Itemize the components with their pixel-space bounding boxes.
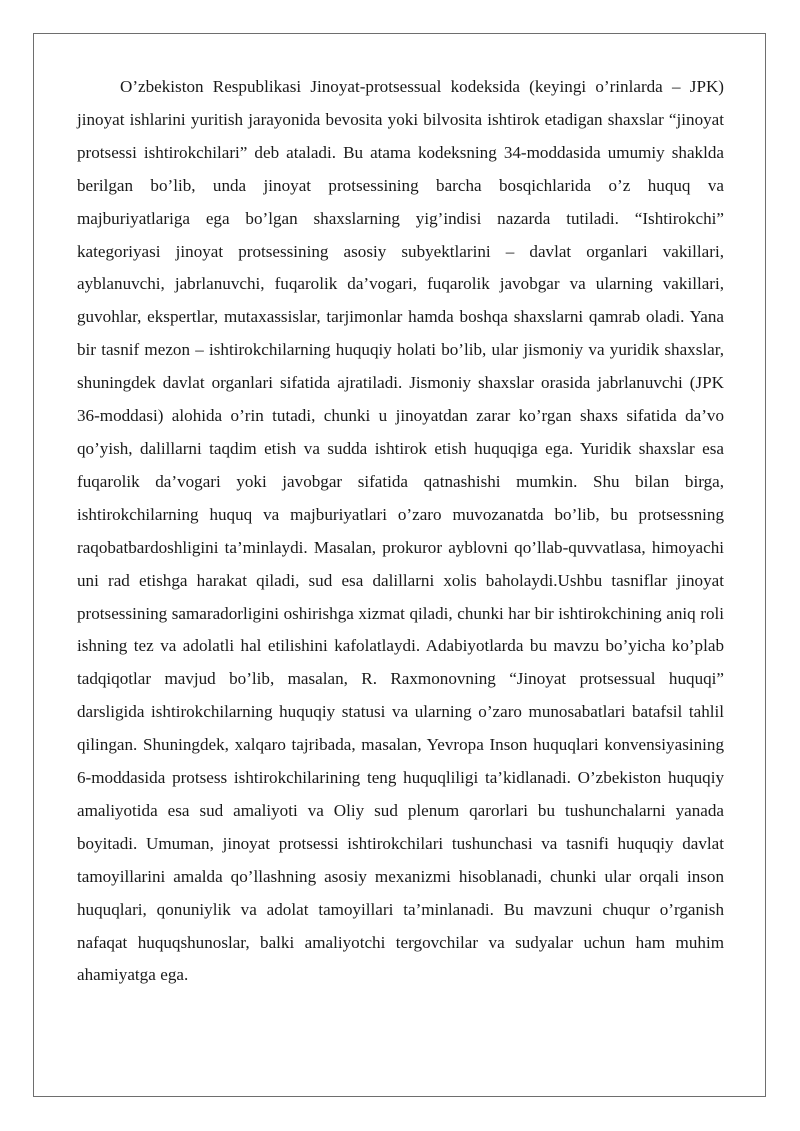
body-paragraph: O’zbekiston Respublikasi Jinoyat-protsessual kodeksida (keyingi o’rinlarda – JPK) jinoyat ishlarini yuritish jarayonida bevosita yoki bilvosita ishtirok etadigan shaxslar “jinoyat protsessi ishtirokchilari” deb ataladi. Bu atama kodeksning 34-moddasida umumiy shaklda berilgan bo’lib, unda jinoyat protsessining barcha bosqichlarida o’z huquq va majburiyatlariga ega bo’lgan shaxslarning yig’indisi nazarda tutiladi. “Ishtirokchi” kategoriyasi jinoyat protsessining asosiy subyektlarini – davlat organlari vakillari, ayblanuvchi, jabrlanuvchi, fuqarolik da’vogari, fuqarolik javobgar va ularning vakillari, guvohlar, ekspertlar, mutaxassislar, tarjimonlar hamda boshqa shaxslarni qamrab oladi. Yana bir tasnif mezon – ishtirokchilarning huquqiy holati bo’lib, ular jismoniy va yuridik shaxslar, shuningdek davlat organlari sifatida ajratiladi. Jismoniy shaxslar orasida jabrlanuvchi (JPK 36-moddasi) alohida o’rin tutadi, chunki u jinoyatdan zarar ko’rgan shaxs sifatida da’vo qo’yish, dalillarni taqdim etish va sudda ishtirok etish huquqiga ega. Yuridik shaxslar esa fuqarolik da’vogari yoki javobgar sifatida qatnashishi mumkin. Shu bilan birga, ishtirokchilarning huquq va majburiyatlari o’zaro muvozanatda bo’lib, bu protsessning raqobatbardoshligini ta’minlaydi. Masalan, prokuror ayblovni qo’llab-quvvatlasa, himoyachi uni rad etishga harakat qiladi, sud esa dalillarni xolis baholaydi.Ushbu tasniflar jinoyat protsessining samaradorligini oshirishga xizmat qiladi, chunki har bir ishtirokchining aniq roli ishning tez va adolatli hal etilishini kafolatlaydi. Adabiyotlarda bu mavzu bo’yicha ko’plab tadqiqotlar mavjud bo’lib, masalan, R. Raxmonovning “Jinoyat protsessual huquqi” darsligida ishtirokchilarning huquqiy statusi va ularning o’zaro munosabatlari batafsil tahlil qilingan. Shuningdek, xalqaro tajribada, masalan, Yevropa Inson huquqlari konvensiyasining 6-moddasida protsess ishtirokchilarining teng huquqliligi ta’kidlanadi. O’zbekiston huquqiy amaliyotida esa sud amaliyoti va Oliy sud plenum qarorlari bu tushunchalarni yanada boyitadi. Umuman, jinoyat protsessi ishtirokchilari tushunchasi va tasnifi huquqiy davlat tamoyillarini amalda qo’llashning asosiy mexanizmi hisoblanadi, chunki ular orqali inson huquqlari, qonuniylik va adolat tamoyillari ta’minlanadi. Bu mavzuni chuqur o’rganish nafaqat huquqshunoslar, balki amaliyotchi tergovchilar va sudyalar uchun ham muhim ahamiyatga ega.	[77, 77, 724, 985]
